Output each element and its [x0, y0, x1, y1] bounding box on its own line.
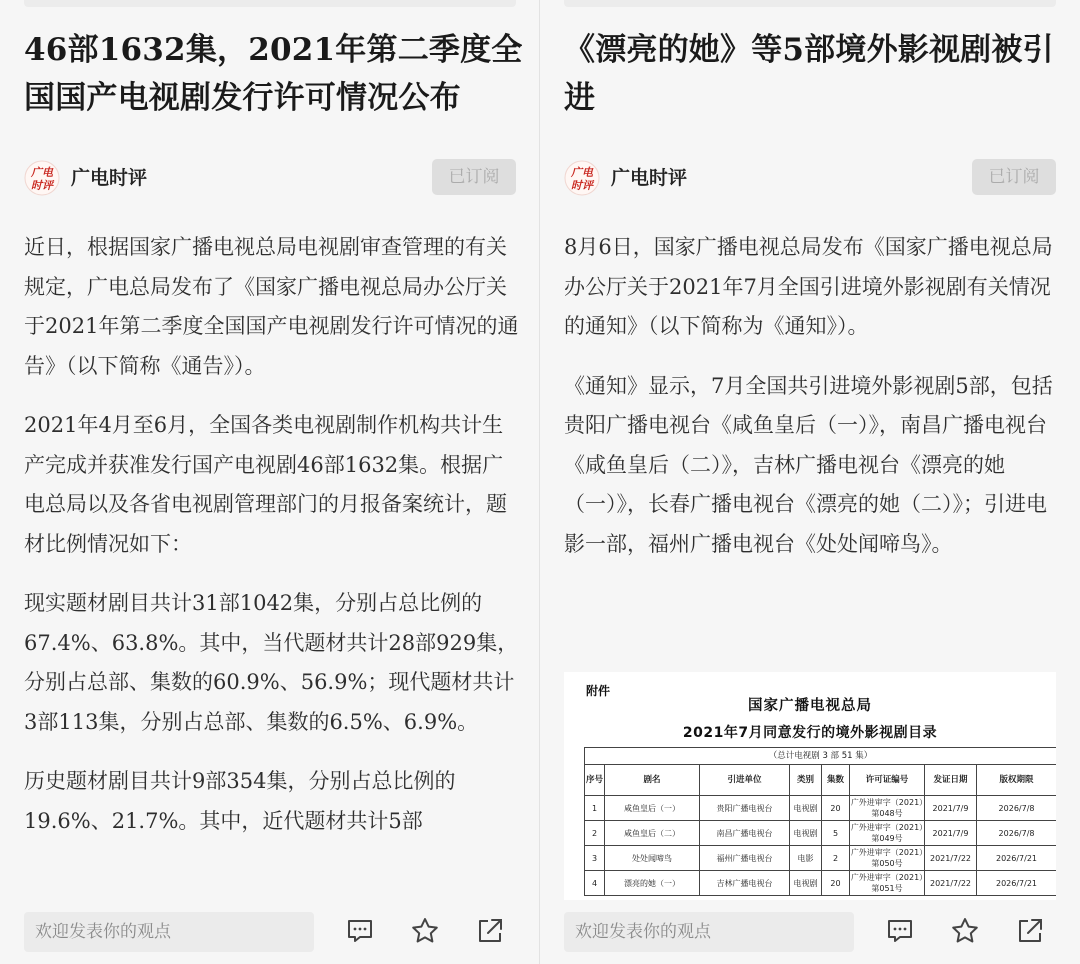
cell-date: 2021/7/22: [925, 846, 977, 871]
table-row: [585, 796, 1057, 821]
cell-name: 处处闻啼鸟: [605, 846, 700, 871]
doc-attachment-label: 附件: [586, 684, 611, 698]
bottom-action-bar: [540, 900, 1080, 964]
author-row: [24, 158, 516, 198]
comment-input[interactable]: 欢迎发表你的观点: [24, 912, 314, 952]
paragraph: 历史题材剧目共计9部354集，分别占总比例的19.6%、21.7%。其中，近代题材共计5部: [24, 769, 456, 833]
article-title: 46部1632集，2021年第二季度全国国产电视剧发行许可情况公布: [24, 32, 523, 116]
paragraph: 近日，根据国家广播电视总局电视剧审查管理的有关规定，广电总局发布了《国家广播电视总局办公厅关于2021年第二季度全国国产电视剧发行许可情况的通告》（以下简称《通告》）。: [24, 235, 519, 378]
doc-header-cell: 类别: [790, 765, 822, 796]
doc-header-cell: 引进单位: [700, 765, 790, 796]
cell-episodes: 20: [822, 796, 850, 821]
previous-content-edge: [24, 0, 516, 7]
doc-subtitle: 2021年7月同意发行的境外影视剧目录: [682, 725, 938, 741]
paragraph: 2021年4月至6月，全国各类电视剧制作机构共计生产完成并获准发行国产电视剧46部1632集。根据广电总局以及各省电视剧管理部门的月报备案统计，题材比例情况如下：: [24, 413, 507, 556]
cell-type: 电视剧: [790, 796, 822, 821]
cell-no: 1: [585, 796, 605, 821]
cell-date: 2021/7/9: [925, 821, 977, 846]
author-logo[interactable]: [24, 160, 60, 196]
author-name[interactable]: 广电时评: [71, 167, 148, 189]
article-body: [564, 228, 1060, 584]
share-icon[interactable]: [1015, 916, 1045, 946]
cell-name: 咸鱼皇后（二）: [605, 821, 700, 846]
cell-type: 电视剧: [790, 821, 822, 846]
author-name[interactable]: 广电时评: [611, 167, 688, 189]
logo-text-top: 广电: [31, 166, 53, 179]
table-row: [585, 846, 1057, 871]
cell-expiry: 2026/7/8: [977, 821, 1057, 846]
subscribed-button[interactable]: 已订阅: [972, 159, 1056, 195]
logo-text-bottom: 时评: [31, 179, 53, 192]
cell-date: 2021/7/22: [925, 871, 977, 896]
cell-name: 咸鱼皇后（一）: [605, 796, 700, 821]
doc-summary: （总计电视剧 3 部 51 集）: [585, 748, 1057, 765]
cell-unit: 吉林广播电视台: [700, 871, 790, 896]
doc-table: [584, 747, 1056, 896]
cell-type: 电视剧: [790, 871, 822, 896]
doc-header-row: [585, 765, 1057, 796]
doc-header-cell: 发证日期: [925, 765, 977, 796]
cell-expiry: 2026/7/21: [977, 871, 1057, 896]
cell-license: 广外进审字（2021）第050号: [850, 846, 925, 871]
doc-header-cell: 集数: [822, 765, 850, 796]
paragraph: 现实题材剧目共计31部1042集，分别占总比例的67.4%、63.8%。其中，当代题材共计28部929集，分别占总部、集数的60.9%、56.9%；现代题材共计3部113集，分别占总部、集数的6.5%、6.9%。: [24, 591, 519, 734]
doc-header-cell: 许可证编号: [850, 765, 925, 796]
bottom-action-bar: [0, 900, 540, 964]
star-icon[interactable]: [410, 916, 440, 946]
cell-expiry: 2026/7/8: [977, 796, 1057, 821]
attachment-document-image[interactable]: [564, 672, 1056, 912]
cell-no: 4: [585, 871, 605, 896]
cell-license: 广外进审字（2021）第048号: [850, 796, 925, 821]
cell-unit: 南昌广播电视台: [700, 821, 790, 846]
logo-text-bottom: 时评: [571, 179, 593, 192]
cell-unit: 福州广播电视台: [700, 846, 790, 871]
cell-license: 广外进审字（2021）第049号: [850, 821, 925, 846]
comment-icon[interactable]: [885, 916, 915, 946]
article-body: [24, 228, 520, 861]
doc-header-cell: 剧名: [605, 765, 700, 796]
table-row: [585, 871, 1057, 896]
comment-icon[interactable]: [345, 916, 375, 946]
logo-text-top: 广电: [571, 166, 593, 179]
cell-type: 电影: [790, 846, 822, 871]
doc-header-cell: 版权期限: [977, 765, 1057, 796]
cell-no: 2: [585, 821, 605, 846]
paragraph: 《通知》显示，7月全国共引进境外影视剧5部，包括贵阳广播电视台《咸鱼皇后（一）》，南昌广播电视台《咸鱼皇后（二）》，吉林广播电视台《漂亮的她（一）》，长春广播电视台《漂亮的她（二）》；引进电影一部，福州广播电视台《处处闻啼鸟》。: [564, 373, 1053, 556]
cell-date: 2021/7/9: [925, 796, 977, 821]
cell-episodes: 2: [822, 846, 850, 871]
paragraph: 8月6日，国家广播电视总局发布《国家广播电视总局办公厅关于2021年7月全国引进境外影视剧有关情况的通知》（以下简称为《通知》）。: [564, 235, 1053, 338]
right-article-panel: [540, 0, 1080, 964]
cell-license: 广外进审字（2021）第051号: [850, 871, 925, 896]
cell-episodes: 5: [822, 821, 850, 846]
share-icon[interactable]: [475, 916, 505, 946]
comment-input[interactable]: 欢迎发表你的观点: [564, 912, 854, 952]
article-title: 《漂亮的她》等5部境外影视剧被引进: [564, 32, 1054, 116]
cell-unit: 贵阳广播电视台: [700, 796, 790, 821]
doc-org-title: 国家广播电视总局: [748, 698, 872, 714]
subscribed-button[interactable]: 已订阅: [432, 159, 516, 195]
cell-no: 3: [585, 846, 605, 871]
author-row: [564, 158, 1056, 198]
previous-content-edge: [564, 0, 1056, 7]
doc-header-cell: 序号: [585, 765, 605, 796]
author-logo[interactable]: [564, 160, 600, 196]
table-row: [585, 821, 1057, 846]
star-icon[interactable]: [950, 916, 980, 946]
cell-episodes: 20: [822, 871, 850, 896]
cell-name: 漂亮的她（一）: [605, 871, 700, 896]
cell-expiry: 2026/7/21: [977, 846, 1057, 871]
